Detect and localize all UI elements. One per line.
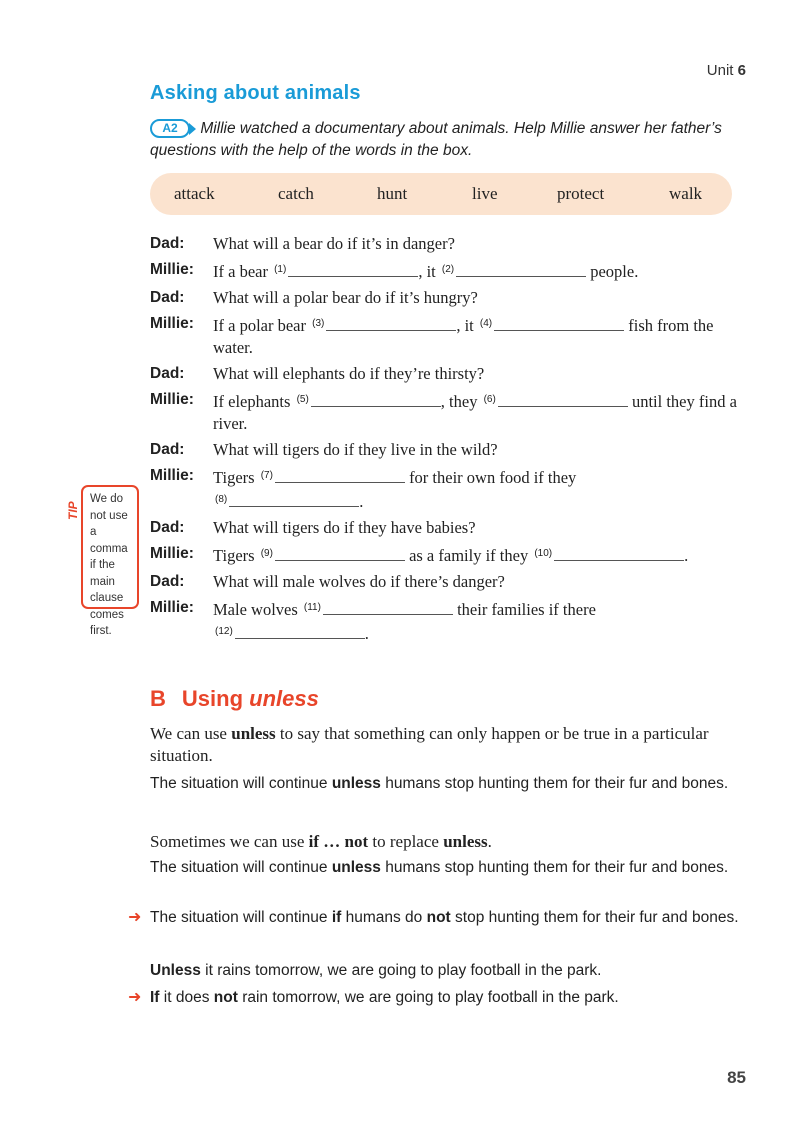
example-5: ➜ If it does not rain tomorrow, we are going to play football in the park. bbox=[150, 987, 770, 1009]
answer-blank-6[interactable] bbox=[498, 392, 628, 407]
tip-box bbox=[81, 485, 139, 637]
question-1: What will a bear do if it’s in danger? bbox=[213, 234, 455, 253]
dialogue-line bbox=[150, 439, 750, 461]
blank-number: (12) bbox=[215, 626, 233, 637]
word-hunt: hunt bbox=[377, 184, 408, 203]
question-2: What will a polar bear do if it’s hungry? bbox=[213, 288, 478, 307]
answer-blank-11[interactable] bbox=[323, 600, 453, 615]
blank-number: (4) bbox=[479, 318, 493, 329]
answer-4: Tigers $^{(7)}$ for their own food if they $^{(8)}$ . bbox=[213, 468, 577, 511]
answer-1: If a bear $^{(1)}$ , it $^{(2)}$ people. bbox=[213, 262, 639, 281]
speaker-dad: Dad: bbox=[150, 289, 185, 306]
exercise-instruction bbox=[150, 118, 760, 162]
speaker-dad: Dad: bbox=[150, 519, 185, 536]
answer-blank-5[interactable] bbox=[311, 392, 441, 407]
answer-blank-8[interactable] bbox=[229, 492, 359, 507]
intro-paragraph-2: Sometimes we can use if … not to replace unless. bbox=[150, 832, 492, 851]
unit-number: 6 bbox=[737, 62, 746, 79]
unit-label bbox=[707, 62, 746, 79]
word-box bbox=[150, 173, 732, 215]
instruction-text: Millie watched a documentary about animals. Help Millie answer her father’s questions with the help of the words in the box. bbox=[150, 120, 722, 159]
speaker-dad: Dad: bbox=[150, 441, 185, 458]
blank-number: (8) bbox=[215, 494, 228, 505]
dialogue-line bbox=[150, 313, 750, 359]
dialogue-line bbox=[150, 389, 750, 435]
dialogue-line bbox=[150, 465, 750, 513]
dialogue-line bbox=[150, 363, 750, 385]
blank-number: (9) bbox=[260, 548, 273, 559]
answer-blank-10[interactable] bbox=[554, 546, 684, 561]
answer-6: Male wolves $^{(11)}$ their families if there $^{(12)}$ . bbox=[213, 600, 596, 643]
speaker-millie: Millie: bbox=[150, 545, 194, 562]
word-catch: catch bbox=[278, 184, 314, 203]
speaker-millie: Millie: bbox=[150, 315, 194, 332]
question-5: What will tigers do if they have babies? bbox=[213, 518, 476, 537]
question-6: What will male wolves do if there’s danger? bbox=[213, 572, 505, 591]
section-b-title bbox=[150, 686, 319, 712]
answer-blank-9[interactable] bbox=[275, 546, 405, 561]
section-b-title-prefix: Using bbox=[181, 686, 244, 711]
section-b-title-word: unless bbox=[249, 686, 319, 711]
speaker-millie: Millie: bbox=[150, 261, 194, 278]
word-attack: attack bbox=[174, 184, 215, 203]
example-1: The situation will continue unless humans stop hunting them for their fur and bones. bbox=[150, 775, 729, 792]
answer-blank-1[interactable] bbox=[288, 262, 418, 277]
dialogue-line bbox=[150, 571, 750, 593]
example-2: The situation will continue unless humans stop hunting them for their fur and bones. bbox=[150, 859, 729, 876]
question-4: What will tigers do if they live in the wild? bbox=[213, 440, 498, 459]
answer-blank-3[interactable] bbox=[326, 316, 456, 331]
word-live: live bbox=[472, 184, 498, 203]
arrow-icon: ➜ bbox=[128, 989, 142, 1006]
intro-paragraph: We can use unless to say that something can only happen or be true in a particular situation. bbox=[150, 724, 709, 765]
dialogue-line bbox=[150, 233, 750, 255]
answer-2: If a polar bear $^{(3)}$ , it $^{(4)}$ fish from the water. bbox=[213, 316, 714, 357]
arrow-icon: ➜ bbox=[128, 909, 142, 926]
answer-blank-4[interactable] bbox=[494, 316, 624, 331]
blank-number: (11) bbox=[303, 602, 321, 613]
answer-blank-7[interactable] bbox=[275, 468, 405, 483]
dialogue-line bbox=[150, 597, 750, 645]
dialogue-line bbox=[150, 259, 750, 283]
question-3: What will elephants do if they’re thirsty? bbox=[213, 364, 485, 383]
answer-3: If elephants $^{(5)}$ , they $^{(6)}$ until they find a river. bbox=[213, 392, 737, 433]
blank-number: (1) bbox=[274, 264, 287, 275]
word-walk: walk bbox=[669, 184, 703, 203]
blank-number: (7) bbox=[260, 470, 273, 481]
blank-number: (10) bbox=[534, 548, 553, 559]
section-letter: B bbox=[150, 686, 166, 711]
speaker-dad: Dad: bbox=[150, 365, 185, 382]
tip-label: TIP bbox=[66, 501, 80, 520]
speaker-millie: Millie: bbox=[150, 599, 194, 616]
speaker-millie: Millie: bbox=[150, 467, 194, 484]
blank-number: (6) bbox=[483, 394, 496, 405]
page-number: 85 bbox=[727, 1068, 746, 1087]
blank-number: (2) bbox=[441, 264, 455, 275]
answer-5: Tigers $^{(9)}$ as a family if they $^{(10)}$ . bbox=[213, 546, 689, 565]
example-4: Unless it rains tomorrow, we are going to play football in the park. bbox=[150, 962, 602, 979]
dialogue bbox=[150, 233, 750, 649]
level-badge-a2: A2 bbox=[150, 119, 190, 138]
word-protect: protect bbox=[557, 184, 605, 203]
tip-text: We do not use a comma if the main clause comes first. bbox=[90, 493, 128, 637]
dialogue-line bbox=[150, 287, 750, 309]
blank-number: (5) bbox=[296, 394, 309, 405]
dialogue-line bbox=[150, 543, 750, 567]
section-title: Asking about animals bbox=[150, 82, 361, 104]
unit-prefix: Unit bbox=[706, 62, 734, 79]
answer-blank-2[interactable] bbox=[456, 262, 586, 277]
speaker-dad: Dad: bbox=[150, 235, 185, 252]
speaker-dad: Dad: bbox=[150, 573, 185, 590]
dialogue-line bbox=[150, 517, 750, 539]
answer-blank-12[interactable] bbox=[235, 624, 365, 639]
speaker-millie: Millie: bbox=[150, 391, 194, 408]
example-3: ➜ The situation will continue if humans do not stop hunting them for their fur and bones. bbox=[150, 907, 770, 929]
blank-number: (3) bbox=[312, 318, 325, 329]
